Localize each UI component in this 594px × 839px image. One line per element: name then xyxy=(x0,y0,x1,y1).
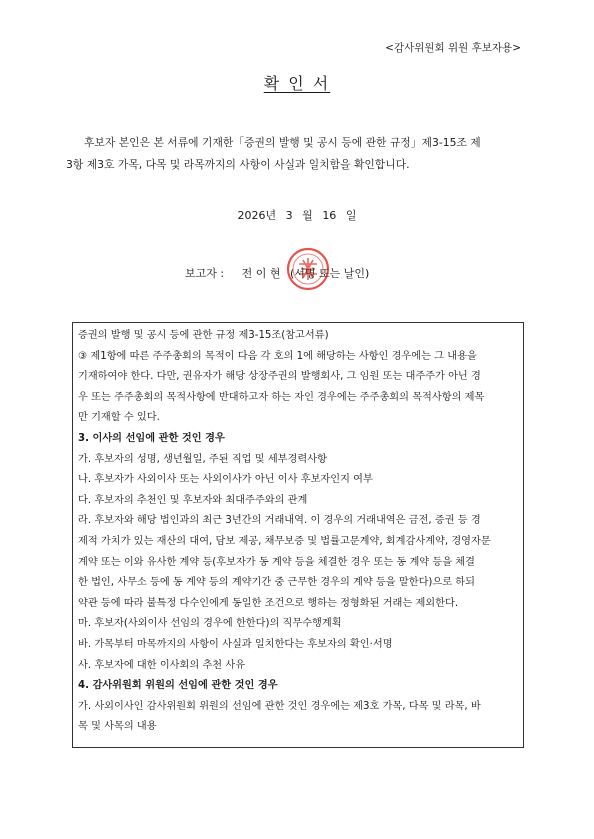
box-line: 사. 후보자에 대한 이사회의 추천 사유 xyxy=(78,659,246,671)
box-line: 마. 후보자(사외이사 선임의 경우에 한한다)의 직무수행계획 xyxy=(78,618,342,630)
box-line: 목 및 사목의 내용 xyxy=(78,721,157,733)
box-line: 한 법인, 사무소 등에 동 계약 등의 계약기간 중 근무한 경우의 계약 등을 말한다)으로 하되 xyxy=(78,577,475,589)
date-year: 2026년 xyxy=(237,209,277,222)
box-line: 다. 후보자의 추천인 및 후보자와 최대주주와의 관계 xyxy=(78,494,308,506)
box-line: 바. 가목부터 마목까지의 사항이 사실과 일치한다는 후보자의 확인·서명 xyxy=(78,638,393,650)
box-line: 나. 후보자가 사외이사 또는 사외이사가 아닌 이사 후보자인지 여부 xyxy=(78,474,373,486)
box-line: 우 또는 주주총회의 목적사항에 반대하고자 하는 자인 경우에는 주주총회의 목적사항의 제목 xyxy=(78,391,485,403)
box-line: 라. 후보자와 해당 법인과의 최근 3년간의 거래내역. 이 경우의 거래내역은 금전, 증권 등 경 xyxy=(78,515,481,527)
date-month: 3 xyxy=(285,209,293,222)
signature-note: (서명 또는 날인) xyxy=(289,267,370,280)
statement-line: 후보자 본인은 본 서류에 기재한「증권의 발행 및 공시 등에 관한 규정」제3-15조 제 xyxy=(84,136,481,149)
date-day: 16 xyxy=(322,209,337,222)
date-day-unit: 일 xyxy=(345,209,357,222)
box-line: 증권의 발행 및 공시 등에 관한 규정 제3-15조(참고서류) xyxy=(78,330,329,341)
box-line: 제적 가치가 있는 재산의 대여, 담보 제공, 채무보증 및 법률고문계약, 회계감사계약, 경영자문 xyxy=(78,535,491,547)
date-line xyxy=(0,207,594,223)
box-line: 기재하여야 한다. 다만, 권유자가 해당 상장주권의 발행회사, 그 임원 또는 대주주가 아닌 경 xyxy=(78,371,481,383)
regulation-reference-box xyxy=(72,322,524,748)
box-line: 만 기재할 수 있다. xyxy=(78,412,160,424)
reporter-name: 전 이 현 xyxy=(241,267,281,280)
document-title-text: 확 인 서 xyxy=(263,74,331,93)
date-month-unit: 월 xyxy=(302,209,313,222)
box-line: 약관 등에 따라 불특정 다수인에게 동일한 조건으로 행하는 정형화된 거래는 제외한다. xyxy=(78,597,459,609)
box-line: 가. 사외이사인 감사위원회 위원의 선임에 관한 것인 경우에는 제3호 가목, 다목 및 라목, 바 xyxy=(78,700,481,712)
box-line: 가. 후보자의 성명, 생년월일, 주된 직업 및 세부경력사항 xyxy=(78,453,327,465)
reporter-line xyxy=(185,265,369,281)
section-heading: 3. 이사의 선임에 관한 것인 경우 xyxy=(78,432,225,444)
confirmation-statement xyxy=(66,132,514,176)
statement-line: 3항 제3호 가목, 다목 및 라목까지의 사항이 사실과 일치함을 확인합니다. xyxy=(66,158,410,171)
document-title xyxy=(0,71,594,94)
section-heading: 4. 감사위원회 위원의 선임에 관한 것인 경우 xyxy=(78,680,278,692)
reporter-label: 보고자 : xyxy=(185,267,225,280)
box-line: ③ 제1항에 따른 주주총회의 목적이 다음 각 호의 1에 해당하는 사항인 경우에는 그 내용을 xyxy=(78,350,477,362)
header-note: <감사위원회 위원 후보자용> xyxy=(385,42,521,54)
box-line: 계약 또는 이와 유사한 계약 등(후보자가 동 계약 등을 체결한 경우 또는 동 계약 등을 체결 xyxy=(78,556,475,568)
